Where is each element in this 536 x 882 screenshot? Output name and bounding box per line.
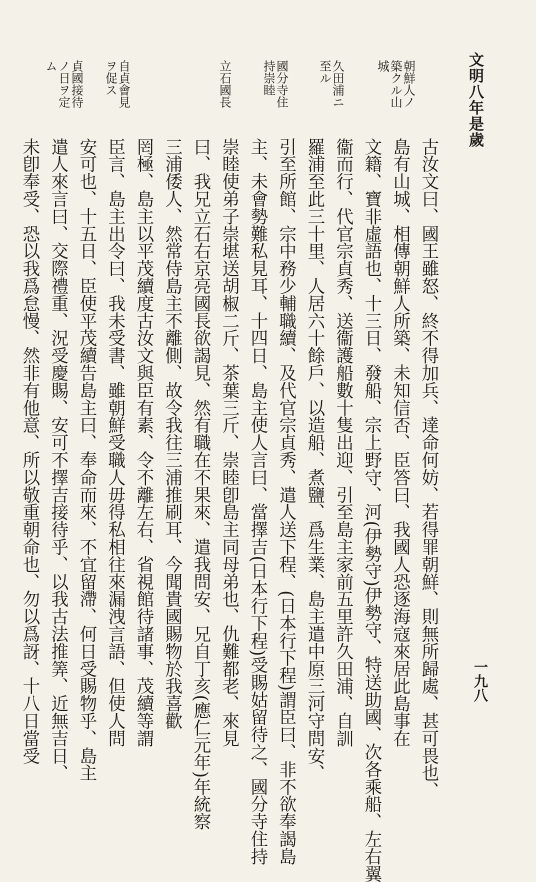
margin-note-kokubunji xyxy=(262,60,288,138)
text-column: 曰、我兄立石右京亮國長欲謁見、然有職在不果來、遣我問安、兄自丁亥(應仁元年)年統察 xyxy=(190,138,210,831)
text-column: 遣人來言曰、交際禮重、況受慶賜、安可不擇吉接待乎、以我古法推筭、近無吉日、 xyxy=(47,138,68,782)
note-line: 朝鮮人ノ xyxy=(402,60,416,108)
note-line: ノ日ヲ定 xyxy=(57,60,71,108)
text-column: 主、未會勢難私見耳、十四日、島主使人言曰、當擇吉(日本行下程)受賜姑留待之、國分寺住持 xyxy=(247,138,267,865)
running-head: 文明八年是歲 xyxy=(467,52,485,148)
note-line: 貞國接待 xyxy=(70,60,84,108)
note-line: 城 xyxy=(376,60,390,72)
text-column: 衞而行、代官宗貞秀、送衞護船數十隻出迎、引至島主家前五里許久田浦、自訓 xyxy=(332,138,353,747)
note-line: 久田浦ニ xyxy=(331,60,345,108)
margin-note-chosen-castle xyxy=(376,60,415,138)
text-column: 三浦倭人、然常侍島主不離側、故令我往三浦推刷耳、今聞貴國賜物於我喜歡 xyxy=(161,138,182,730)
text-column: 羅浦至此三十里、人居六十餘戶、以造船、煮鹽、爲生業、島主遣中原三河守問安、 xyxy=(304,138,324,782)
text-column: 罔極、島主以平茂續度古汝文與臣有素、令不離左右、省視館待諸事、茂續等謂 xyxy=(133,138,153,747)
margin-note-sadamori-meeting xyxy=(104,60,130,138)
text-column: 引至所館、宗中務少輔職續、及代官宗貞秀、遣人送下程、(日本行下程)謂臣曰、非不欲奉謁島 xyxy=(275,138,296,865)
text-column: 安可也、十五日、臣使平茂續告島主曰、奉命而來、不宜留滯、何日受賜物乎、島主 xyxy=(76,138,96,782)
margin-note-kuta-ura xyxy=(318,60,344,138)
main-text xyxy=(19,138,442,882)
note-line: 自貞會見 xyxy=(117,60,131,108)
note-line: ヲ促ス xyxy=(104,60,118,96)
note-line: 立石國長 xyxy=(218,60,232,108)
note-line: ム xyxy=(44,60,58,72)
page-number: 一九八 xyxy=(472,660,488,702)
text-column: 島有山城、相傳朝鮮人所築、未知信否、臣答曰、我國人恐逐海寇來居此島事在 xyxy=(389,138,410,747)
text-column: 文籍、寶非虛語也、十三日、發船、宗上野守、河(伊勢守)伊勢守、特送助國、次各乘船、左右翼 xyxy=(361,138,381,882)
text-column: 崇睦使弟子崇堪送胡椒二斤、茶葉三斤、崇睦卽島主同母弟也、仇難都老、來見 xyxy=(218,138,239,747)
note-line: 至ル xyxy=(318,60,332,84)
margin-note-tateishi xyxy=(218,60,231,138)
note-line: 國分寺住 xyxy=(275,60,289,108)
text-column: 未卽奉受、恐以我爲怠慢、然非有他意、所以敬重朝命也、勿以爲訝、十八日當受 xyxy=(19,138,39,765)
text-column: 臣言、島主出令曰、我未受書、雖朝鮮受職人毋得私相往來漏洩言語、但使人問 xyxy=(104,138,125,747)
note-line: 築クル山 xyxy=(389,60,403,108)
note-line: 持崇睦 xyxy=(262,60,276,96)
text-column: 古汝文曰、國王雖怒、終不得加兵、達命何妨、若得罪朝鮮、則無所歸處、甚可畏也、 xyxy=(418,138,438,800)
margin-notes xyxy=(40,60,442,140)
margin-note-reception-date xyxy=(44,60,83,138)
